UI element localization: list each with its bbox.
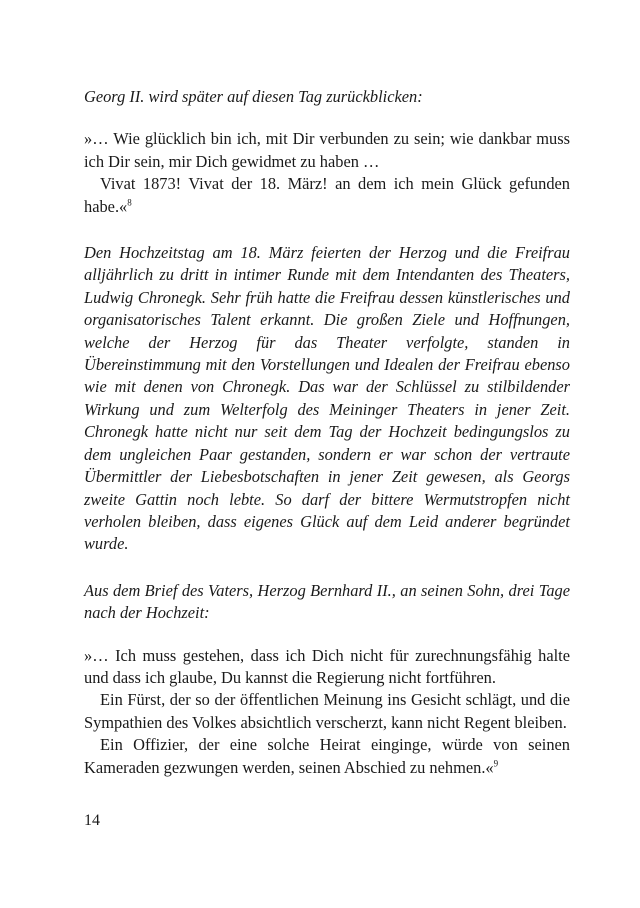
footnote-ref-8: 8 xyxy=(127,197,132,208)
narrative-paragraph: Den Hochzeitstag am 18. März feierten der Herzog und die Freifrau alljährlich zu dritt in intimer Runde mit dem Intendanten des Theaters, Ludwig Chronegk. Sehr früh hatte die Freifrau dessen künstlerisches und organisatorisches Talent erkannt. Die großen Ziele und Hoffnungen, welche der Herzog für das Theater verfolgte, standen in Übereinstimmung mit den Vorstellungen und Idealen der Freifrau ebenso wie mit denen von Chronegk. Das war der Schlüssel zu stilbildender Wirkung und zum Welterfolg des Meininger Theaters in jener Zeit. Chronegk hatte nicht nur seit dem Tag der Hochzeit bedingungslos zu dem ungleichen Paar gestanden, sondern er war schon der vertraute Übermittler der Liebesbotschaften in jener Zeit gewesen, als Georgs zweite Gattin noch lebte. So darf der bittere Wermutstropfen nicht verholen bleiben, dass eigenes Glück auf dem Leid anderer begründet wurde. xyxy=(84,243,570,554)
quote-georg-p1: »… Wie glücklich bin ich, mit Dir verbunden zu sein; wie dankbar muss ich Dir sein, mir Dich gewidmet zu haben … xyxy=(84,129,570,171)
intro-bernhard: Aus dem Brief des Vaters, Herzog Bernhard II., an seinen Sohn, drei Tage nach der Hochzeit: xyxy=(84,580,570,623)
page-body xyxy=(84,86,570,779)
quote-georg-p2-text: Vivat 1873! Vivat der 18. März! an dem ich mein Glück gefunden habe.« xyxy=(84,174,570,216)
quote-bernhard-p3 xyxy=(84,734,570,779)
quote-georg-p2 xyxy=(84,173,570,218)
footnote-ref-9: 9 xyxy=(493,758,499,769)
quote-bernhard-p1: »… Ich muss gestehen, dass ich Dich nicht für zurechnungsfähig halte und dass ich glaube, Du kannst die Regierung nicht fortführen. xyxy=(84,645,570,687)
page-number: 14 xyxy=(84,812,100,829)
intro-georg: Georg II. wird später auf diesen Tag zurückblicken: xyxy=(84,87,423,106)
quote-bernhard-p2: Ein Fürst, der so der öffentlichen Meinung ins Gesicht schlägt, und die Sympathien des Volkes absichtlich verscherzt, kann nicht Regent bleiben. xyxy=(84,690,570,732)
quote-bernhard-p3-text: Ein Offizier, der eine solche Heirat einginge, würde von seinen Kameraden gezwungen werden, seinen Abschied zu nehmen.« xyxy=(84,735,570,777)
